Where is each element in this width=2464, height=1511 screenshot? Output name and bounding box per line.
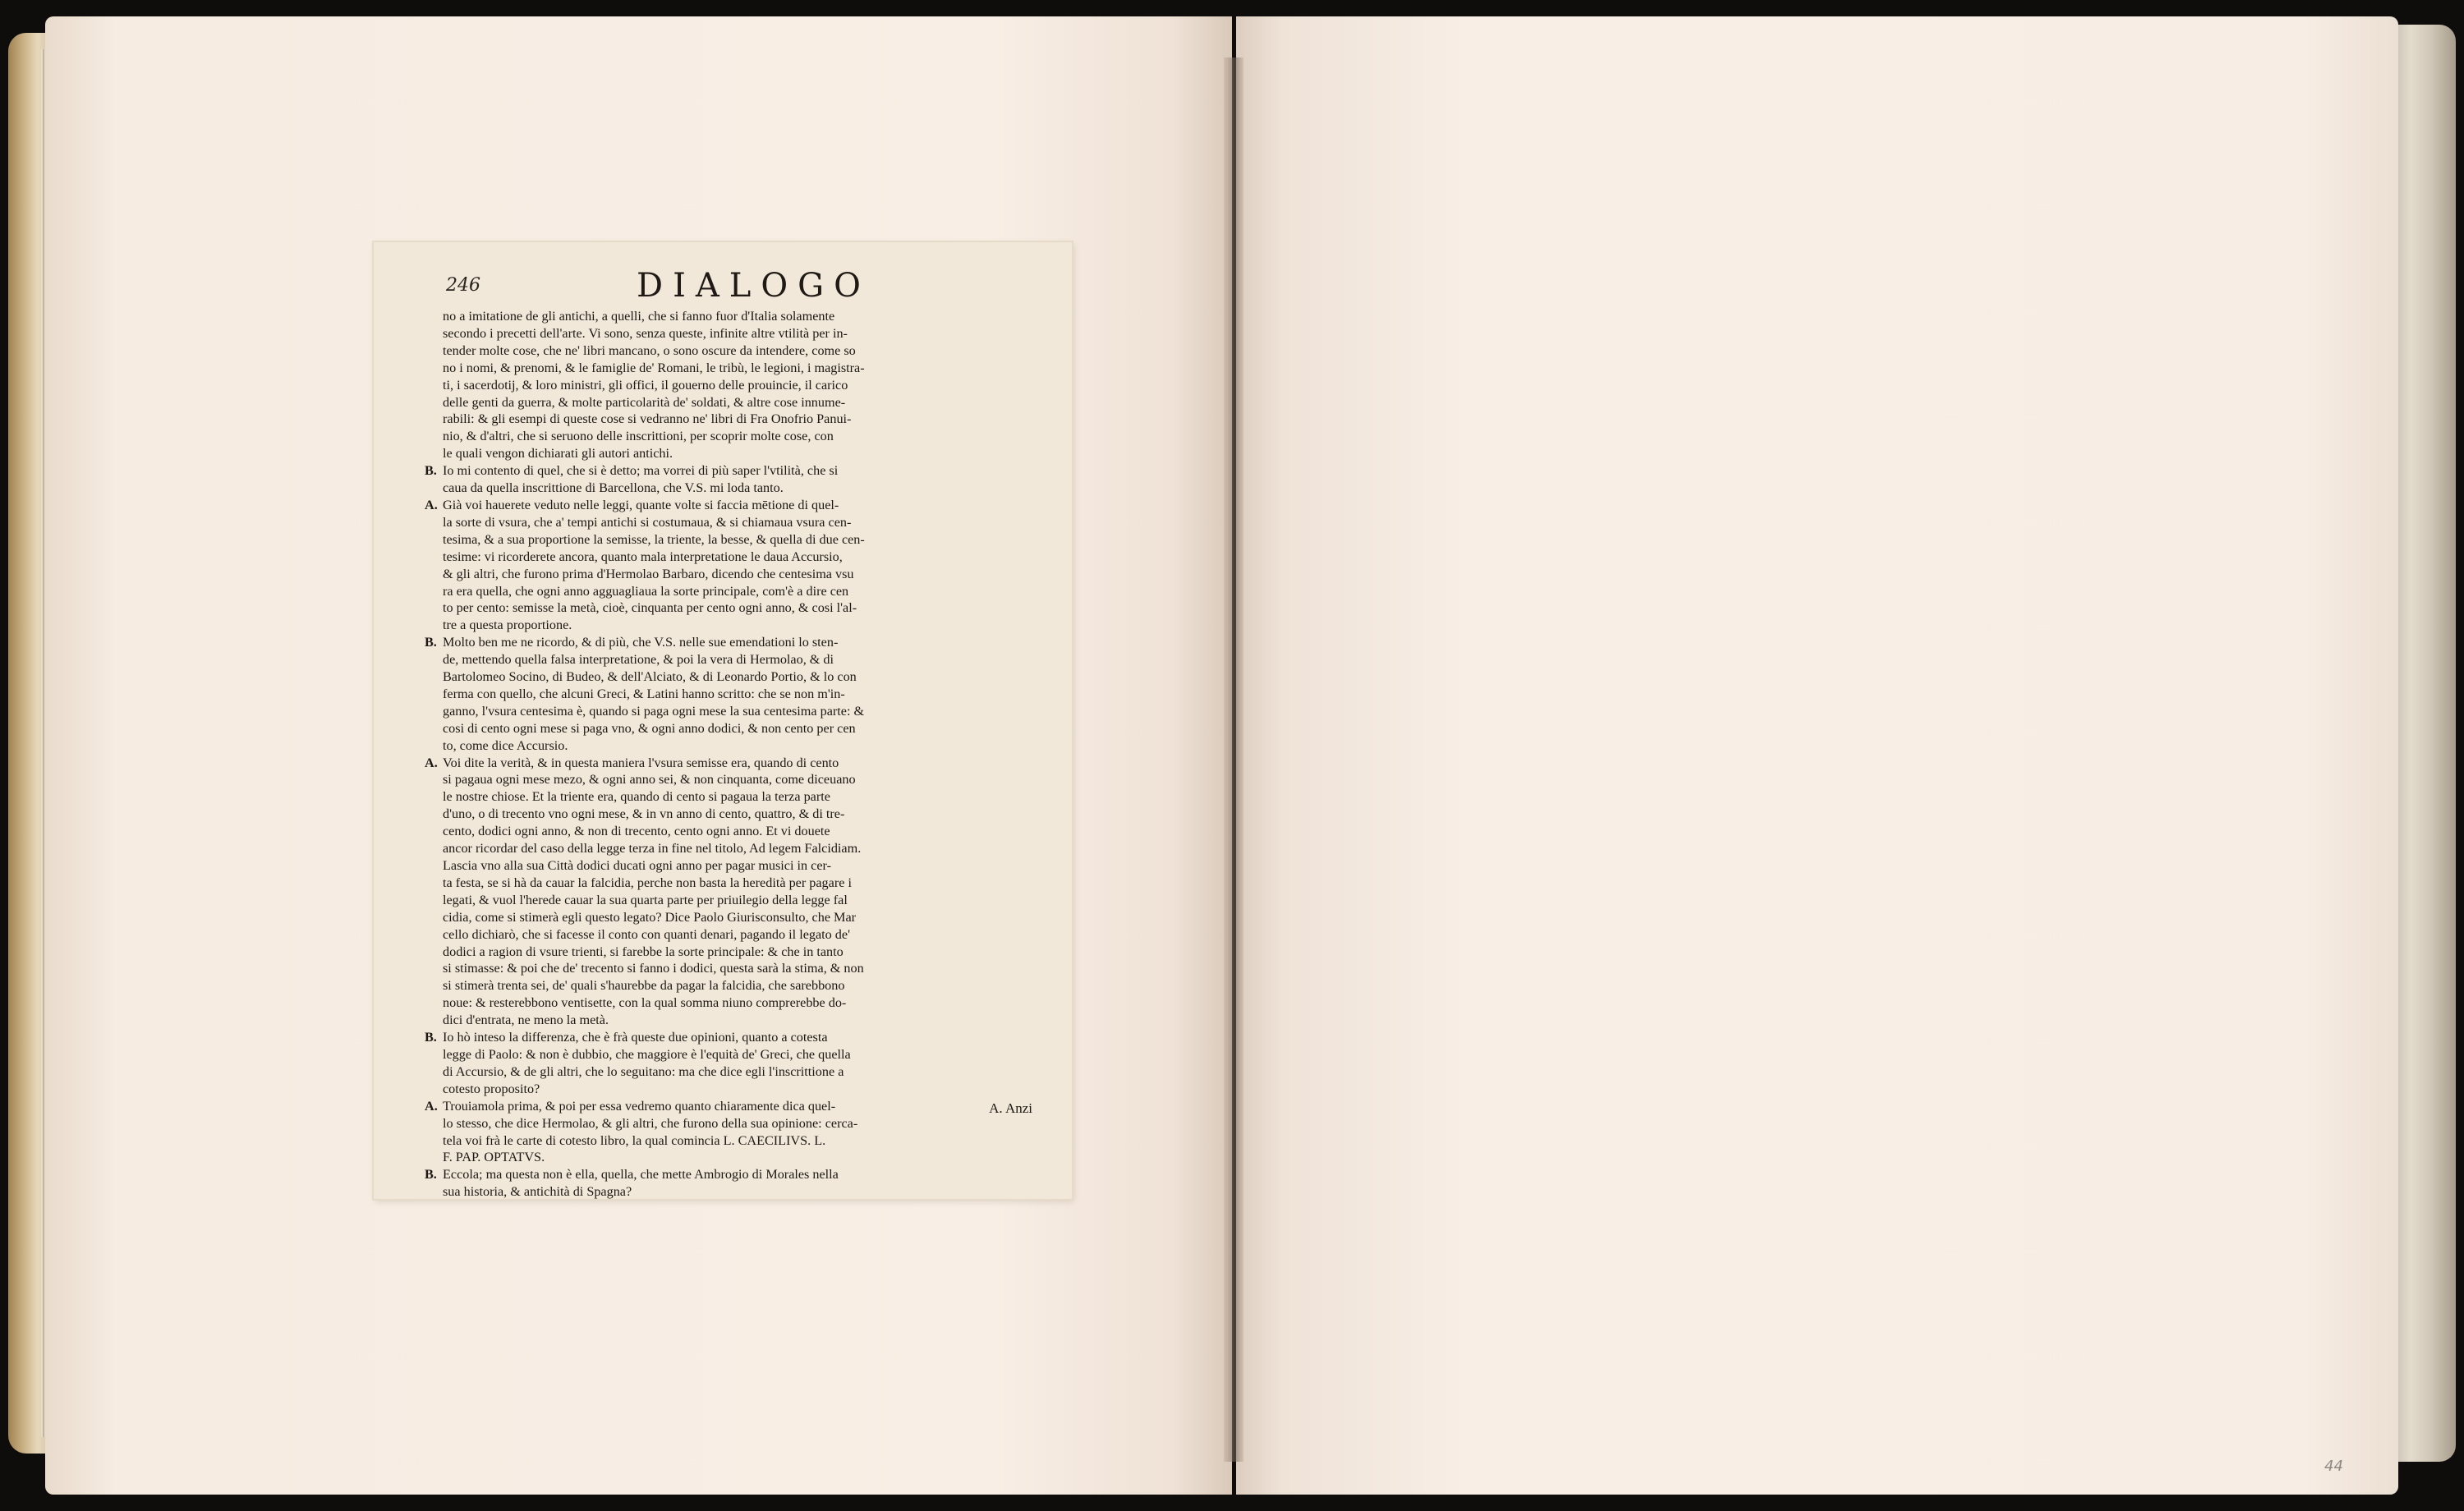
speaker-letter: B.	[425, 635, 437, 650]
text-line: dici d'entrata, ne meno la metà.	[443, 1013, 609, 1028]
right-album-leaf	[1236, 16, 2398, 1495]
text-line: si pagaua ogni mese mezo, & ogni anno sei, & non cinquanta, come diceuano	[443, 772, 856, 788]
text-line: ferma con quello, che alcuni Greci, & Latini hanno scritto: che se non m'in-	[443, 686, 845, 701]
left-catchword: A. Anzi	[989, 1100, 1032, 1116]
left-page-body	[425, 308, 1032, 1201]
book-gutter	[1224, 57, 1243, 1462]
text-line: tesima, & a sua proportione la semisse, la triente, la besse, & quella di due cen-	[443, 531, 865, 547]
text-line: cidia, come si stimerà egli questo legato? Dice Paolo Giurisconsulto, che Mar	[443, 909, 857, 925]
dialogue-paragraph	[425, 1029, 1032, 1098]
text-line: ra era quella, che ogni anno agguagliaua la sorte principale, com'è a dire cen	[443, 583, 849, 599]
text-line: tender molte cose, che ne' libri mancano, o sono oscure da intendere, come so	[443, 342, 856, 358]
text-line: cosi di cento ogni mese si paga vno, & ogni anno dodici, & non cento per cen	[443, 720, 856, 736]
dialogue-paragraph	[425, 1098, 1032, 1167]
text-line: to, come dice Accursio.	[443, 737, 568, 753]
text-line: Eccola; ma questa non è ella, quella, che mette Ambrogio di Morales nella	[443, 1167, 839, 1183]
text-line: no a imitatione de gli antichi, a quelli, che si fanno fuor d'Italia solamente	[443, 309, 835, 324]
text-line: delle genti da guerra, & molte particolarità de' soldati, & altre cose innume-	[443, 394, 846, 410]
text-line: rabili: & gli esempi di queste cose si vedranno ne' libri di Fra Onofrio Panui-	[443, 411, 852, 427]
text-line: lo stesso, che dice Hermolao, & gli altri, che furono della sua opinione: cerca-	[443, 1115, 858, 1131]
text-line: Lascia vno alla sua Città dodici ducati ogni anno per pagar musici in cer-	[443, 858, 832, 873]
speaker-letter: B.	[425, 463, 437, 479]
text-line: Molto ben me ne ricordo, & di più, che V.S. nelle sue emendationi lo sten-	[443, 635, 839, 650]
left-running-head: DIALOGO	[637, 267, 871, 305]
speaker-letter: A.	[425, 1098, 438, 1114]
text-line: ta festa, se si hà da cauar la falcidia, perche non basta la heredità per pagare i	[443, 875, 852, 890]
text-line: secondo i precetti dell'arte. Vi sono, senza queste, infinite altre vtilità per in-	[443, 325, 848, 341]
text-line: no i nomi, & prenomi, & le famiglie de' Romani, le tribù, le legioni, i magistra-	[443, 360, 865, 375]
text-line: Io mi contento di quel, che si è detto; ma vorrei di più saper l'vtilità, che si	[443, 463, 839, 479]
left-page-number: 246	[446, 275, 480, 296]
text-line: cento, dodici ogni anno, & non di trecento, cento ogni anno. Et vi douete	[443, 824, 830, 839]
dialogue-paragraph	[425, 1166, 1032, 1201]
text-line: Già voi hauerete veduto nelle leggi, quante volte si faccia mētione di quel-	[443, 497, 839, 512]
dialogue-paragraph	[425, 308, 1032, 462]
speaker-letter: B.	[425, 1030, 437, 1045]
dialogue-paragraph	[425, 755, 1032, 1030]
text-line: ganno, l'vsura centesima è, quando si paga ogni mese la sua centesima parte: &	[443, 703, 865, 719]
left-album-leaf	[45, 16, 1232, 1495]
text-line: d'uno, o di trecento vno ogni mese, & in vn anno di cento, quattro, & di tre-	[443, 806, 845, 822]
text-line: Io hò inteso la differenza, che è frà queste due opinioni, quanto a cotesta	[443, 1030, 828, 1045]
text-line: dodici a ragion di vsure trienti, si farebbe la sorte principale: & che in tanto	[443, 944, 844, 959]
left-printed-page	[374, 242, 1072, 1199]
text-line: sua historia, & antichità di Spagna?	[443, 1184, 632, 1200]
text-line: to per cento: semisse la metà, cioè, cinquanta per cento ogni anno, & cosi l'al-	[443, 600, 857, 616]
speaker-letter: A.	[425, 755, 438, 770]
text-line: cello dichiarò, che si facesse il conto con quanti denari, pagando il legato de'	[443, 926, 851, 942]
text-line: le quali vengon dichiarati gli autori antichi.	[443, 446, 673, 462]
text-line: Voi dite la verità, & in questa maniera l'vsura semisse era, quando di cento	[443, 755, 839, 770]
text-line: F. PAP. OPTATVS.	[443, 1150, 545, 1165]
left-page-header	[374, 264, 1072, 313]
speaker-letter: B.	[425, 1167, 437, 1183]
dialogue-paragraph	[425, 462, 1032, 497]
text-line: legge di Paolo: & non è dubbio, che maggiore è l'equità de' Greci, che quella	[443, 1046, 851, 1062]
text-line: cotesto proposito?	[443, 1081, 540, 1096]
text-line: tesime: vi ricorderete ancora, quanto mala interpretatione le daua Accursio,	[443, 549, 843, 564]
text-line: Trouiamola prima, & poi per essa vedremo quanto chiaramente dica quel-	[443, 1098, 836, 1114]
text-line: ti, i sacerdotij, & loro ministri, gli offici, il gouerno delle prouincie, il carico	[443, 377, 848, 393]
text-line: legati, & vuol l'herede cauar la sua quarta parte per priuilegio della legge fal	[443, 892, 848, 907]
text-line: le nostre chiose. Et la triente era, quando di cento si pagaua la terza parte	[443, 789, 830, 805]
text-line: si stimasse: & poi che de' trecento si fanno i dodici, questa sarà la stima, & non	[443, 961, 864, 976]
text-line: caua da quella inscrittione di Barcellona, che V.S. mi loda tanto.	[443, 480, 784, 496]
folio-pencil-number: 44	[2324, 1458, 2343, 1475]
text-line: de, mettendo quella falsa interpretatione, & poi la vera di Hermolao, & di	[443, 652, 834, 668]
text-line: noue: & resterebbono ventisette, con la qual somma niuno comprerebbe do-	[443, 995, 847, 1011]
dialogue-paragraph	[425, 634, 1032, 754]
text-line: & gli altri, che furono prima d'Hermolao Barbaro, dicendo che centesima vsu	[443, 566, 854, 581]
text-line: si stimerà trenta sei, de' quali s'haurebbe da pagar la falcidia, che sarebbono	[443, 978, 845, 994]
text-line: tre a questa proportione.	[443, 618, 572, 633]
text-line: ancor ricordar del caso della legge terza in fine nel titolo, Ad legem Falcidiam.	[443, 841, 862, 857]
text-line: tela voi frà le carte di cotesto libro, la qual comincia L. CAECILIVS. L.	[443, 1132, 826, 1148]
text-line: nio, & d'altri, che si seruono delle inscrittioni, per scoprir molte cose, con	[443, 429, 834, 444]
text-line: Bartolomeo Socino, di Budeo, & dell'Alciato, & di Leonardo Portio, & lo con	[443, 669, 857, 685]
speaker-letter: A.	[425, 497, 438, 512]
text-line: di Accursio, & de gli altri, che lo seguitano: ma che dice egli l'inscrittione a	[443, 1063, 844, 1079]
text-line: la sorte di vsura, che a' tempi antichi si costumaua, & si chiamaua vsura cen-	[443, 514, 852, 530]
dialogue-paragraph	[425, 497, 1032, 634]
